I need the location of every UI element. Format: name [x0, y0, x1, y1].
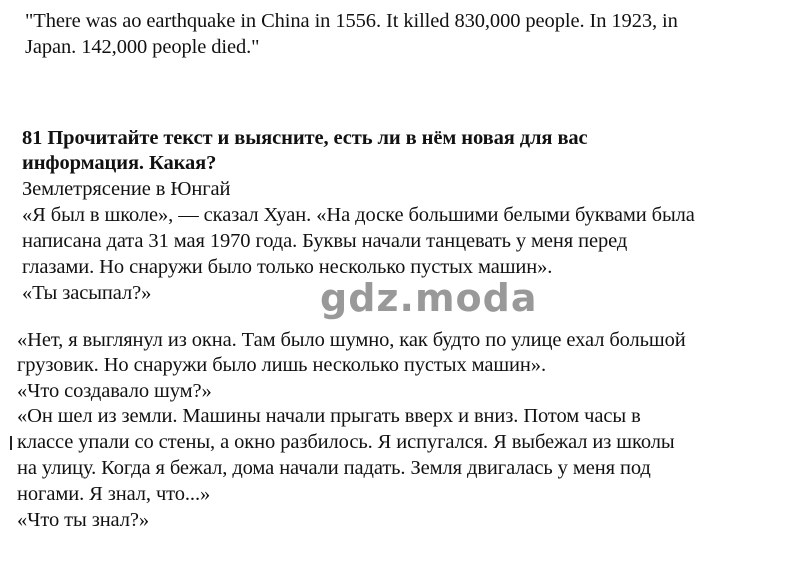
paragraph2-line-6: на улицу. Когда я бежал, дома начали падать. Земля двигалась у меня под: [17, 457, 651, 479]
paragraph2-line-1: «Нет, я выглянул из окна. Там было шумно, как будто по улице ехал большой: [17, 329, 686, 351]
paragraph1-line-1: «Я был в школе», — сказал Хуан. «На доске большими белыми буквами была: [22, 204, 695, 226]
paragraph2-line-7: ногами. Я знал, что...»: [17, 483, 211, 505]
margin-mark: [10, 436, 12, 450]
paragraph2-line-2: грузовик. Но снаружи было лишь несколько пустых машин».: [17, 354, 546, 376]
paragraph1-line-3: глазами. Но снаружи было только несколько пустых машин».: [22, 256, 553, 278]
quote-line-1: "There was ao earthquake in China in 1556. It killed 830,000 people. In 1923, in: [25, 10, 678, 32]
paragraph2-line-8: «Что ты знал?»: [17, 509, 150, 531]
quote-line-2: Japan. 142,000 people died.": [25, 36, 260, 58]
paragraph2-line-5: классе упали со стены, а окно разбилось. Я испугался. Я выбежал из школы: [17, 431, 675, 453]
exercise-heading-line-1: 81 Прочитайте текст и выясните, есть ли в нём новая для вас: [22, 127, 588, 149]
paragraph2-line-3: «Что создавало шум?»: [17, 380, 212, 402]
text-title: Землетрясение в Юнгай: [22, 178, 231, 200]
paragraph1-line-2: написана дата 31 мая 1970 года. Буквы начали танцевать у меня перед: [22, 230, 628, 252]
watermark-logo: gdz.moda: [320, 276, 538, 320]
exercise-heading-line-2: информация. Какая?: [22, 152, 217, 174]
paragraph2-line-4: «Он шел из земли. Машины начали прыгать вверх и вниз. Потом часы в: [17, 405, 641, 427]
paragraph1-line-4: «Ты засыпал?»: [22, 282, 152, 304]
